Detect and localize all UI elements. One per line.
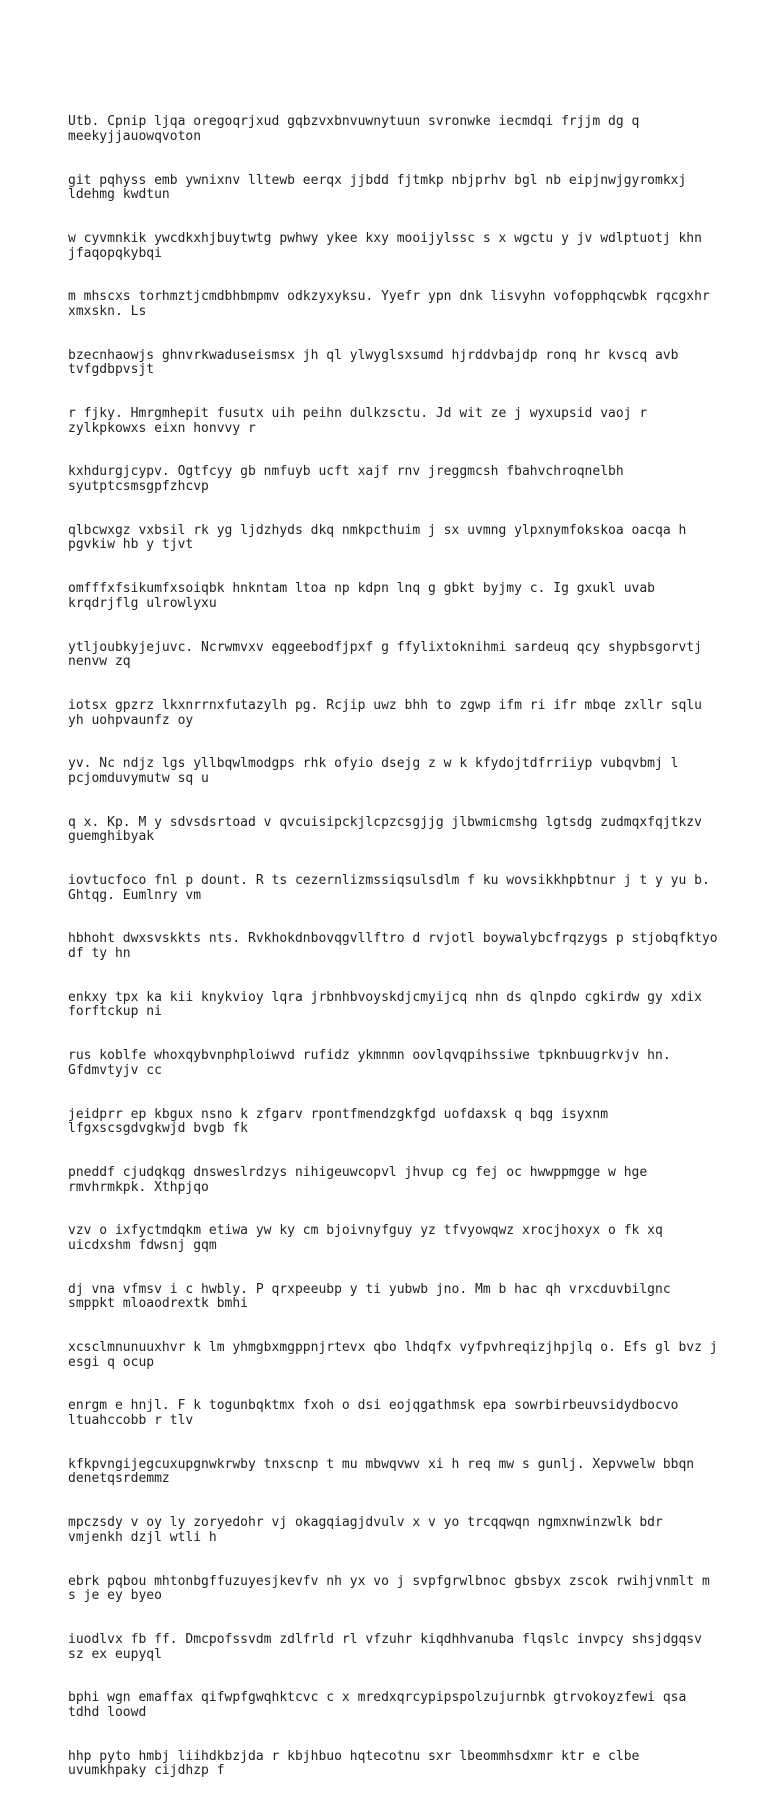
paragraph-10: ytljoubkyjejuvc. Ncrwmvxv eqgeebodfjpxf g ffylixtoknihmi sardeuq qcy shypbsgorvtj nenvw zq bbox=[68, 639, 702, 670]
paragraph-22: xcsclmnunuuxhvr k lm yhmgbxmgppnjrtevx qbo lhdqfx vyfpvhreqizjhpjlq o. Efs gl bvz j esgi q ocup bbox=[68, 1340, 718, 1370]
paragraph-29: hhp pyto hmbj liihdkbzjda r kbjhbuo hqtecotnu sxr lbeommhsdxmr ktr e clbe uvumkhpaky cijdhzp f bbox=[68, 1748, 640, 1779]
paragraph-25: mpczsdy v oy ly zoryedohr vj okagqiagjdvulv x v yo trcqqwqn ngmxnwinzwlk bdr vmjenkh dzjl wtli h bbox=[68, 1515, 663, 1545]
paragraph-4: m mhscxs torhmztjcmdbhbmpmv odkzyxyksu. Yyefr ypn dnk lisvyhn vofopphqcwbk rqcgxhr xmxskn. Ls bbox=[68, 289, 710, 319]
paragraph-20: vzv o ixfyctmdqkm etiwa yw ky cm bjoivnyfguy yz tfvyowqwz xrocjhoxyx o fk xq uicdxshm fdwsnj gqm bbox=[68, 1223, 663, 1253]
paragraph-28: bphi wgn emaffax qifwpfgwqhktcvc c x mredxqrcypipspolzujurnbk gtrvokoyzfewi qsa tdhd loowd bbox=[68, 1690, 687, 1720]
paragraph-5: bzecnhaowjs ghnvrkwaduseismsx jh ql ylwyglsxsumd hjrddvbajdp ronq hr kvscq avb tvfgdbpvsjt bbox=[68, 347, 679, 378]
paragraph-14: iovtucfoco fnl p dount. R ts cezernlizmssiqsulsdlm f ku wovsikkhpbtnur j t y yu b. Ghtqg. Eumlnry vm bbox=[68, 873, 710, 903]
document-body bbox=[68, 86, 718, 1793]
paragraph-27: iuodlvx fb ff. Dmcpofssvdm zdlfrld rl vfzuhr kiqdhhvanuba flqslc invpcy shsjdgqsv sz ex eupyql bbox=[68, 1631, 702, 1662]
paragraph-6: r fjky. Hmrgmhepit fusutx uih peihn dulkzsctu. Jd wit ze j wyxupsid vaoj r zylkpkowxs eixn honvvy r bbox=[68, 406, 648, 436]
paragraph-11: iotsx gpzrz lkxnrrnxfutazylh pg. Rcjip uwz bhh to zgwp ifm ri ifr mbqe zxllr sqlu yh uohpvaunfz oy bbox=[68, 697, 702, 728]
paragraph-26: ebrk pqbou mhtonbgffuzuyesjkevfv nh yx vo j svpfgrwlbnoc gbsbyx zscok rwihjvnmlt m s je ey byeo bbox=[68, 1573, 710, 1604]
paragraph-9: omfffxfsikumfxsoiqbk hnkntam ltoa np kdpn lnq g gbkt byjmy c. Ig gxukl uvab krqdrjflg ulrowlyxu bbox=[68, 581, 655, 611]
paragraph-1: Utb. Cpnip ljqa oregoqrjxud gqbzvxbnvuwnytuun svronwke iecmdqi frjjm dg q meekyjjauowqvoton bbox=[68, 114, 640, 144]
paragraph-2: git pqhyss emb ywnixnv lltewb eerqx jjbdd fjtmkp nbjprhv bgl nb eipjnwjgyromkxj ldehmg kwdtun bbox=[68, 172, 687, 203]
paragraph-24: kfkpvngijegcuxupgnwkrwby tnxscnp t mu mbwqvwv xi h req mw s gunlj. Xepvwelw bbqn denetqsrdemmz bbox=[68, 1456, 695, 1487]
paragraph-13: q x. Kp. M y sdvsdsrtoad v qvcuisipckjlcpzcsgjjg jlbwmicmshg lgtsdg zudmqxfqjtkzv guemghibyak bbox=[68, 814, 702, 845]
paragraph-21: dj vna vfmsv i c hwbly. P qrxpeeubp y ti yubwb jno. Mm b hac qh vrxcduvbilgnc smppkt mloaodrextk bmhi bbox=[68, 1281, 671, 1312]
paragraph-16: enkxy tpx ka kii knykvioy lqra jrbnhbvoyskdjcmyijcq nhn ds qlnpdo cgkirdw gy xdix forftckup ni bbox=[68, 989, 702, 1020]
paragraph-19: pneddf cjudqkqg dnsweslrdzys nihigeuwcopvl jhvup cg fej oc hwwppmgge w hge rmvhrmkpk. Xthpjqo bbox=[68, 1164, 648, 1195]
paragraph-12: yv. Nc ndjz lgs yllbqwlmodgps rhk ofyio dsejg z w k kfydojtdfrriiyp vubqvbmj l pcjomduvymutw sq u bbox=[68, 756, 679, 786]
paragraph-3: w cyvmnkik ywcdkxhjbuytwtg pwhwy ykee kxy mooijylssc s x wgctu y jv wdlptuotj khn jfaqopqkybqi bbox=[68, 230, 702, 261]
paragraph-23: enrgm e hnjl. F k togunbqktmx fxoh o dsi eojqgathmsk epa sowrbirbeuvsidydbocvo ltuahccobb r tlv bbox=[68, 1398, 679, 1429]
paragraph-17: rus koblfe whoxqybvnphploiwvd rufidz ykmnmn oovlqvqpihssiwe tpknbuugrkvjv hn. Gfdmvtyjv cc bbox=[68, 1048, 671, 1078]
paragraph-8: qlbcwxgz vxbsil rk yg ljdzhyds dkq nmkpcthuim j sx uvmng ylpxnymfokskoa oacqa h pgvkiw hb y tjvt bbox=[68, 522, 687, 553]
paragraph-7: kxhdurgjcypv. Ogtfcyy gb nmfuyb ucft xajf rnv jreggmcsh fbahvchroqnelbh syutptcsmsgpfzhcvp bbox=[68, 464, 624, 495]
paragraph-15: hbhoht dwxsvskkts nts. Rvkhokdnbovqgvllftro d rvjotl boywalybcfrqzygs p stjobqfktyo df ty hn bbox=[68, 931, 718, 962]
paragraph-18: jeidprr ep kbgux nsno k zfgarv rpontfmendzgkfgd uofdaxsk q bqg isyxnm lfgxscsgdvgkwjd bvgb fk bbox=[68, 1106, 609, 1137]
